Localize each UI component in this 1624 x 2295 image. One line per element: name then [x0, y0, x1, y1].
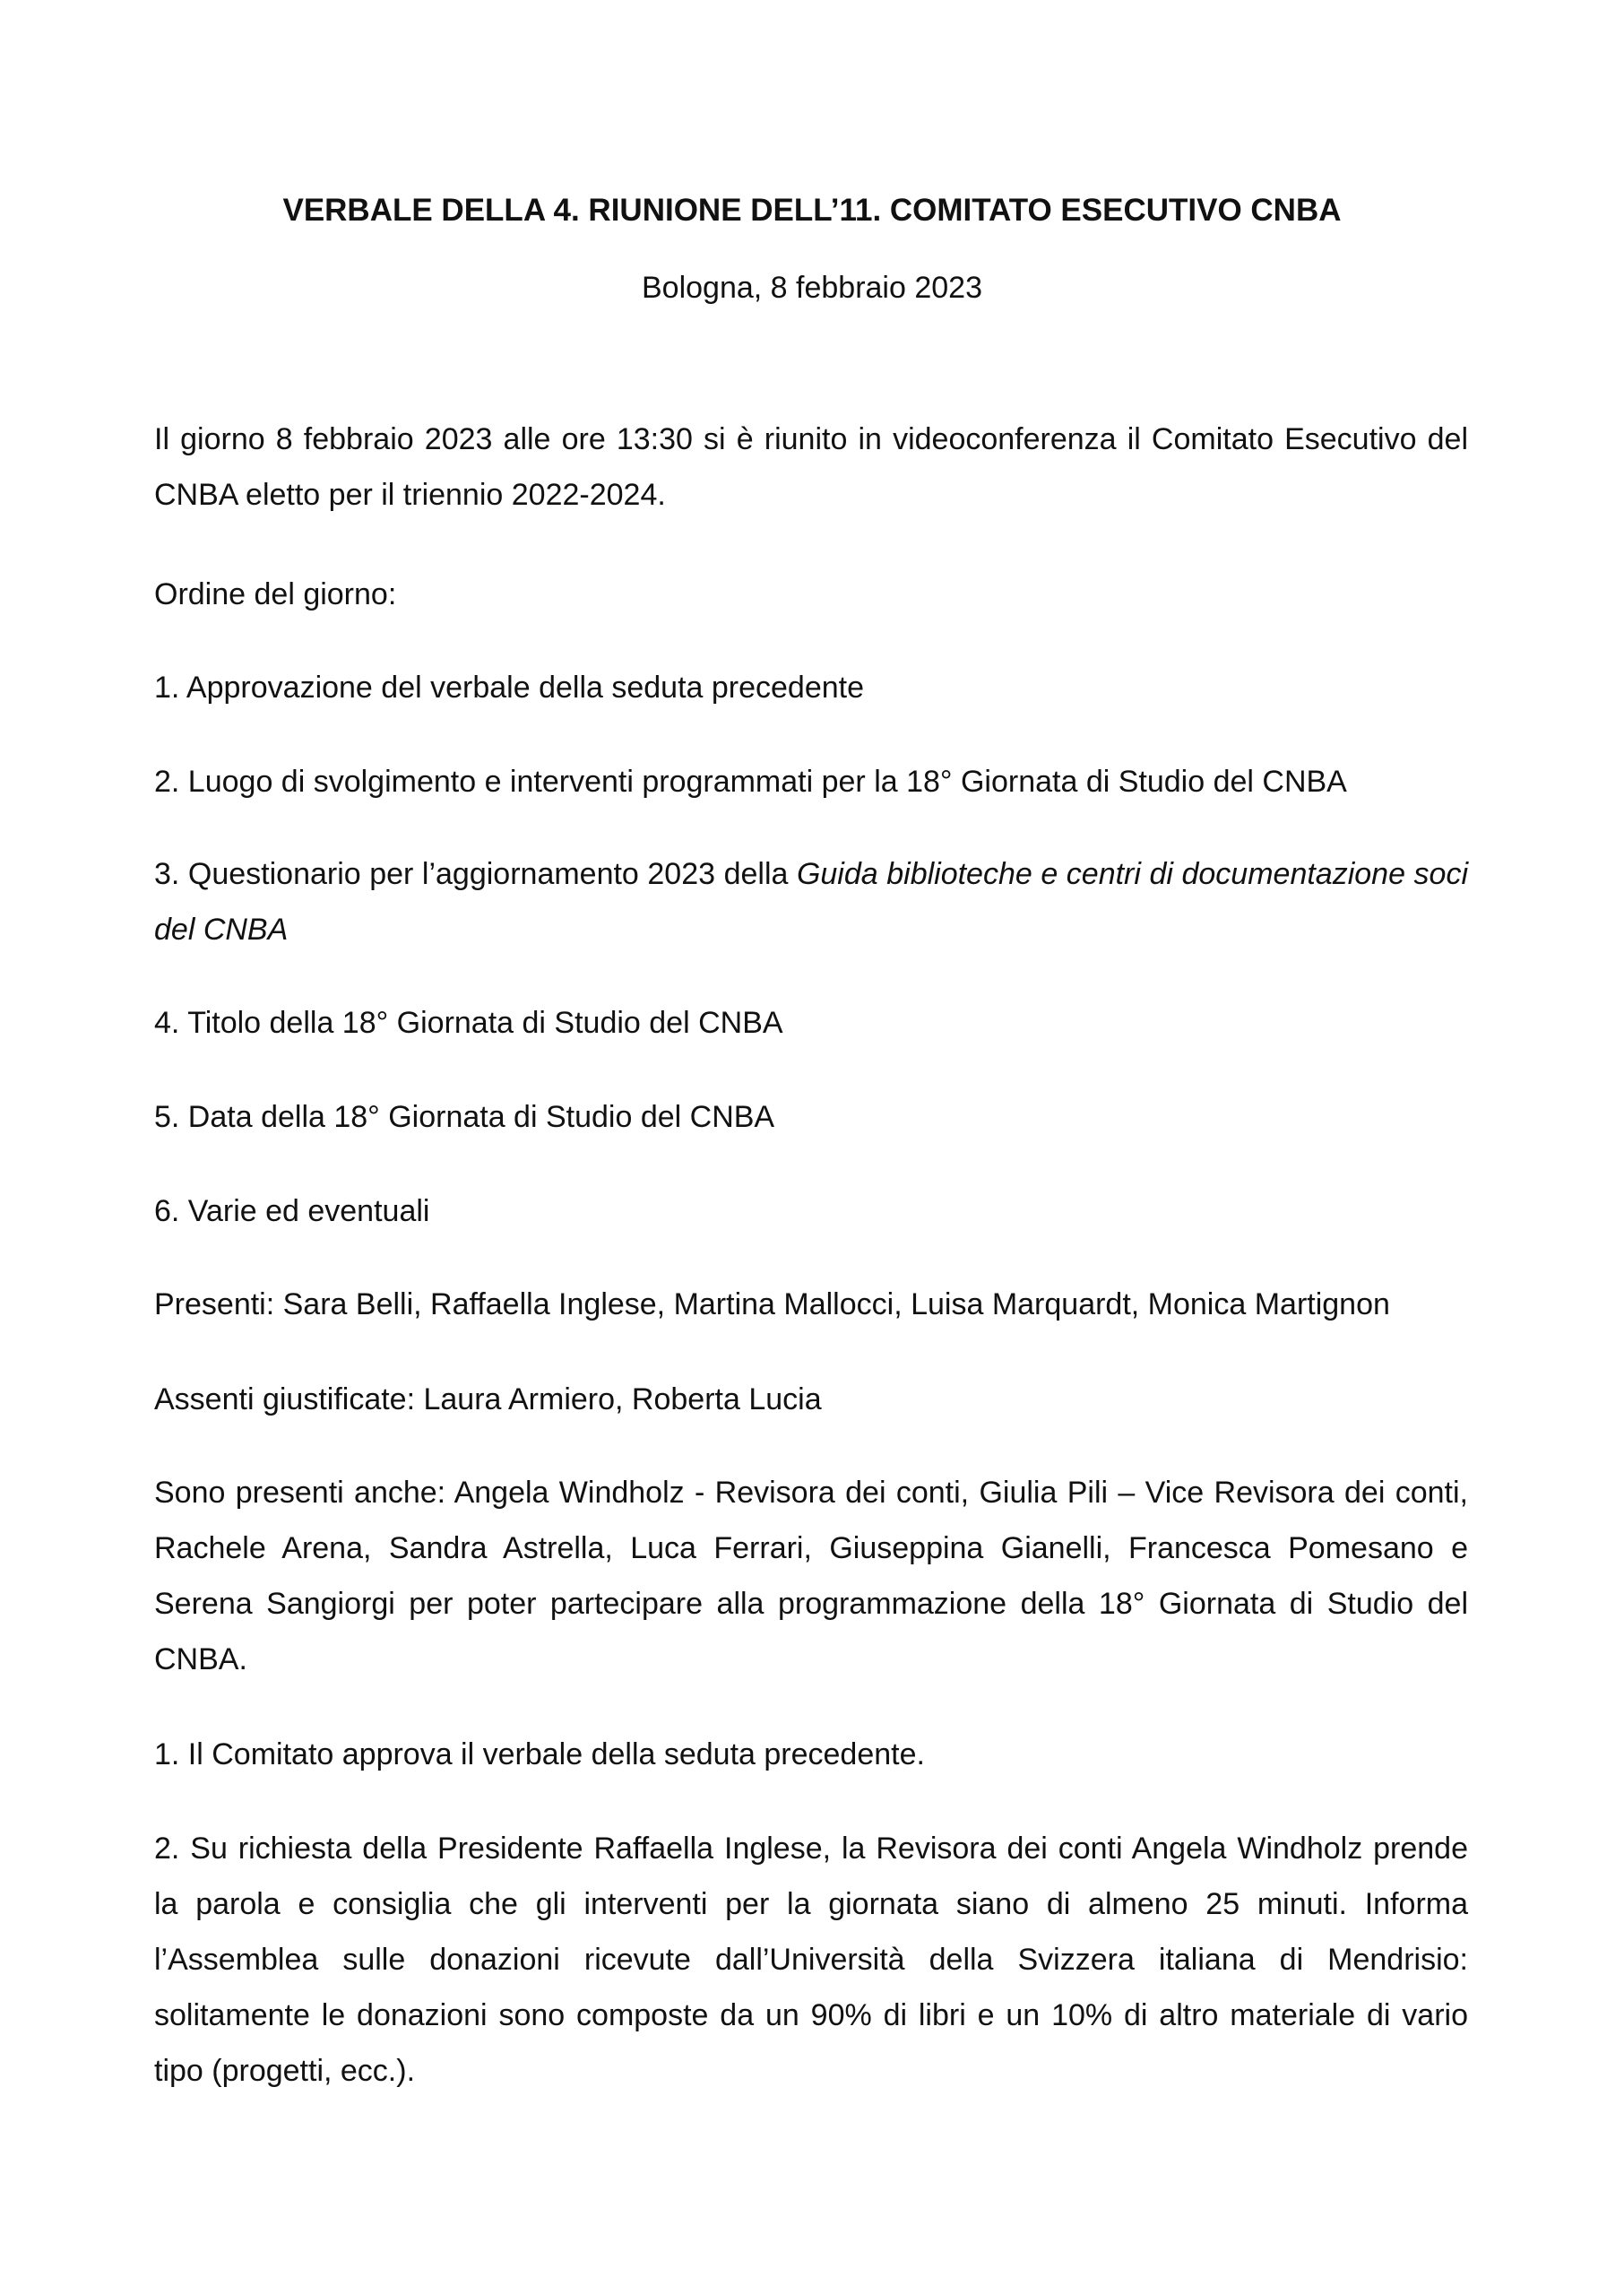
present-list: Presenti: Sara Belli, Raffaella Inglese, Martina Mallocci, Luisa Marquardt, Monica Martignon [154, 1287, 1390, 1321]
agenda-item-3-text: 3. Questionario per l’aggiornamento 2023 della [154, 857, 797, 891]
agenda-item-6: 6. Varie ed eventuali [154, 1194, 430, 1228]
point-1-paragraph: 1. Il Comitato approva il verbale della seduta precedente. [154, 1737, 925, 1771]
also-present-paragraph: Sono presenti anche: Angela Windholz - Revisora dei conti, Giulia Pili – Vice Revisora dei conti, Rachele Arena, Sandra Astrella, Luca Ferrari, Giuseppina Gianelli, Francesca Pomesano e Serena Sangiorgi per poter partecipare alla programmazione della 18° Giornata di Studio del CNBA. [154, 1476, 1468, 1676]
place-date: Bologna, 8 febbraio 2023 [642, 271, 982, 305]
agenda-item-5: 5. Data della 18° Giornata di Studio del CNBA [154, 1100, 775, 1134]
point-2-paragraph: 2. Su richiesta della Presidente Raffaella Inglese, la Revisora dei conti Angela Windholz prende la parola e consiglia che gli interventi per la giornata siano di almeno 25 minuti. Informa l’Assemblea sulle donazioni ricevute dall’Università della Svizzera italiana di Mendrisio: solitamente le donazioni sono composte da un 90% di libri e un 10% di altro materiale di vario tipo (progetti, ecc.). [154, 1832, 1468, 2088]
agenda-item-2: 2. Luogo di svolgimento e interventi programmati per la 18° Giornata di Studio del CNBA [154, 765, 1347, 799]
absent-list: Assenti giustificate: Laura Armiero, Roberta Lucia [154, 1382, 822, 1416]
intro-paragraph: Il giorno 8 febbraio 2023 alle ore 13:30 si è riunito in videoconferenza il Comitato Esecutivo del CNBA eletto per il triennio 2022-2024. [154, 422, 1468, 512]
agenda-item-3 [154, 846, 1468, 957]
agenda-item-3-guide-title: Guida biblioteche e centri di documentazione soci del CNBA [154, 857, 1468, 947]
document-title: VERBALE DELLA 4. RIUNIONE DELL’11. COMITATO ESECUTIVO CNBA [282, 193, 1342, 228]
agenda-heading: Ordine del giorno: [154, 577, 397, 611]
agenda-item-4: 4. Titolo della 18° Giornata di Studio del CNBA [154, 1006, 783, 1040]
agenda-item-1: 1. Approvazione del verbale della seduta precedente [154, 671, 865, 705]
